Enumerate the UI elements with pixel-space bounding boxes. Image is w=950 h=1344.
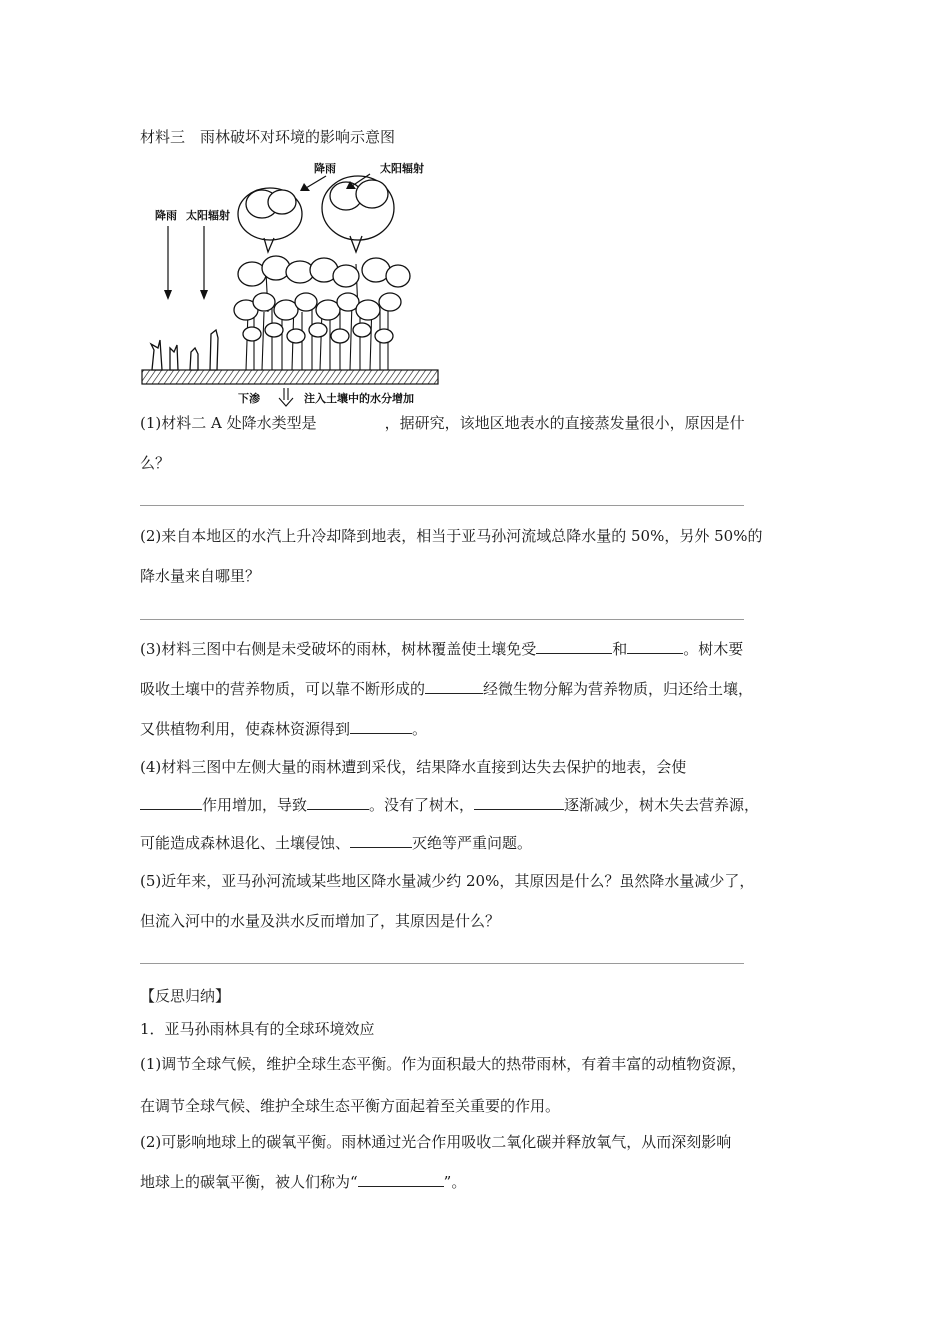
- summary-p2-line1: (2)可影响地球上的碳氧平衡。雨林通过光合作用吸收二氧化碳并释放氧气，从而深刻影响: [140, 1133, 732, 1151]
- q5-line2: 但流入河中的水量及洪水反而增加了，其原因是什么？: [140, 912, 501, 930]
- q3-text-c: 。树木要: [683, 640, 744, 658]
- q4-blank-1[interactable]: [140, 794, 202, 810]
- rain-arrow-right: [306, 176, 326, 188]
- q4-text-e: 灭绝等严重问题。: [412, 834, 533, 852]
- q3-text-f: 又供植物利用，使森林资源得到: [140, 720, 351, 738]
- rainforest-diagram: [140, 152, 440, 410]
- summary-p2-text-a: 地球上的碳氧平衡，被人们称为“: [140, 1173, 358, 1191]
- answer-line-q1[interactable]: [140, 505, 744, 506]
- q4-text-b: 。没有了树木，: [369, 796, 475, 814]
- q4-blank-4[interactable]: [350, 832, 412, 848]
- q3-text-d: 吸收土壤中的营养物质，可以靠不断形成的: [140, 680, 426, 698]
- q2-line2: 降水量来自哪里？: [140, 567, 261, 585]
- q3-text-b: 和: [612, 640, 628, 658]
- ground-strip: [142, 370, 438, 384]
- q3-line1: [140, 638, 743, 659]
- figure-caption: 材料三 雨林破坏对环境的影响示意图: [140, 128, 396, 146]
- q4-text-a: 作用增加，导致: [202, 796, 308, 814]
- q4-line2: [140, 794, 759, 815]
- summary-item-1: 1．亚马孙雨林具有的全球环境效应: [140, 1020, 375, 1038]
- summary-p2-line2: [140, 1171, 466, 1192]
- summary-p1-line2: 在调节全球气候、维护全球生态平衡方面起着至关重要的作用。: [140, 1097, 561, 1115]
- q3-blank-1[interactable]: [536, 638, 612, 654]
- q3-blank-4[interactable]: [350, 718, 412, 734]
- seep-arrow: [279, 388, 293, 406]
- q3-blank-2[interactable]: [627, 638, 683, 654]
- q4-blank-3[interactable]: [474, 794, 564, 810]
- q1-line2: 么？: [140, 454, 171, 472]
- summary-blank[interactable]: [358, 1171, 444, 1187]
- label-seep: 下渗: [238, 392, 260, 405]
- forest-canopy: [234, 176, 410, 370]
- q3-blank-3[interactable]: [425, 678, 483, 694]
- label-rain-right: 降雨: [314, 162, 336, 175]
- summary-p1-line1: (1)调节全球气候，维护全球生态平衡。作为面积最大的热带雨林，有着丰富的动植物资源，: [140, 1055, 747, 1073]
- q4-text-d: 可能造成森林退化、土壤侵蚀、: [140, 834, 351, 852]
- summary-p2-text-b: ”。: [443, 1173, 467, 1191]
- summary-heading: 【反思归纳】: [140, 987, 231, 1005]
- answer-line-q2[interactable]: [140, 619, 744, 620]
- q3-line3: [140, 718, 427, 739]
- q4-text-c: 逐渐减少，树木失去营养源，: [564, 796, 760, 814]
- q2-line1: (2)来自本地区的水汽上升冷却降到地表，相当于亚马孙河流域总降水量的 50%，另外 50%的: [140, 527, 763, 545]
- label-sun-right: 太阳辐射: [380, 162, 424, 175]
- label-soil-water: 注入土壤中的水分增加: [304, 392, 414, 405]
- q1-text-a: (1)材料二 A 处降水类型是: [140, 414, 317, 432]
- q1-line1: [140, 412, 745, 433]
- q3-line2: [140, 678, 753, 699]
- q4-blank-2[interactable]: [307, 794, 369, 810]
- q4-line3: [140, 832, 532, 853]
- label-sun-left: 太阳辐射: [186, 209, 230, 222]
- q5-line1: (5)近年来，亚马孙河流域某些地区降水量减少约 20%，其原因是什么？虽然降水量减少了，: [140, 872, 755, 890]
- label-rain-left: 降雨: [155, 209, 177, 222]
- q3-text-g: 。: [412, 720, 428, 738]
- q4-line1: (4)材料三图中左侧大量的雨林遭到采伐，结果降水直接到达失去保护的地表，会使: [140, 758, 687, 776]
- q1-text-b: ，据研究，该地区地表水的直接蒸发量很小，原因是什: [384, 414, 745, 432]
- q3-text-e: 经微生物分解为营养物质，归还给土壤，: [483, 680, 754, 698]
- q3-text-a: (3)材料三图中右侧是未受破坏的雨林，树林覆盖使土壤免受: [140, 640, 537, 658]
- answer-line-q5[interactable]: [140, 963, 744, 964]
- tree-stumps: [151, 330, 218, 370]
